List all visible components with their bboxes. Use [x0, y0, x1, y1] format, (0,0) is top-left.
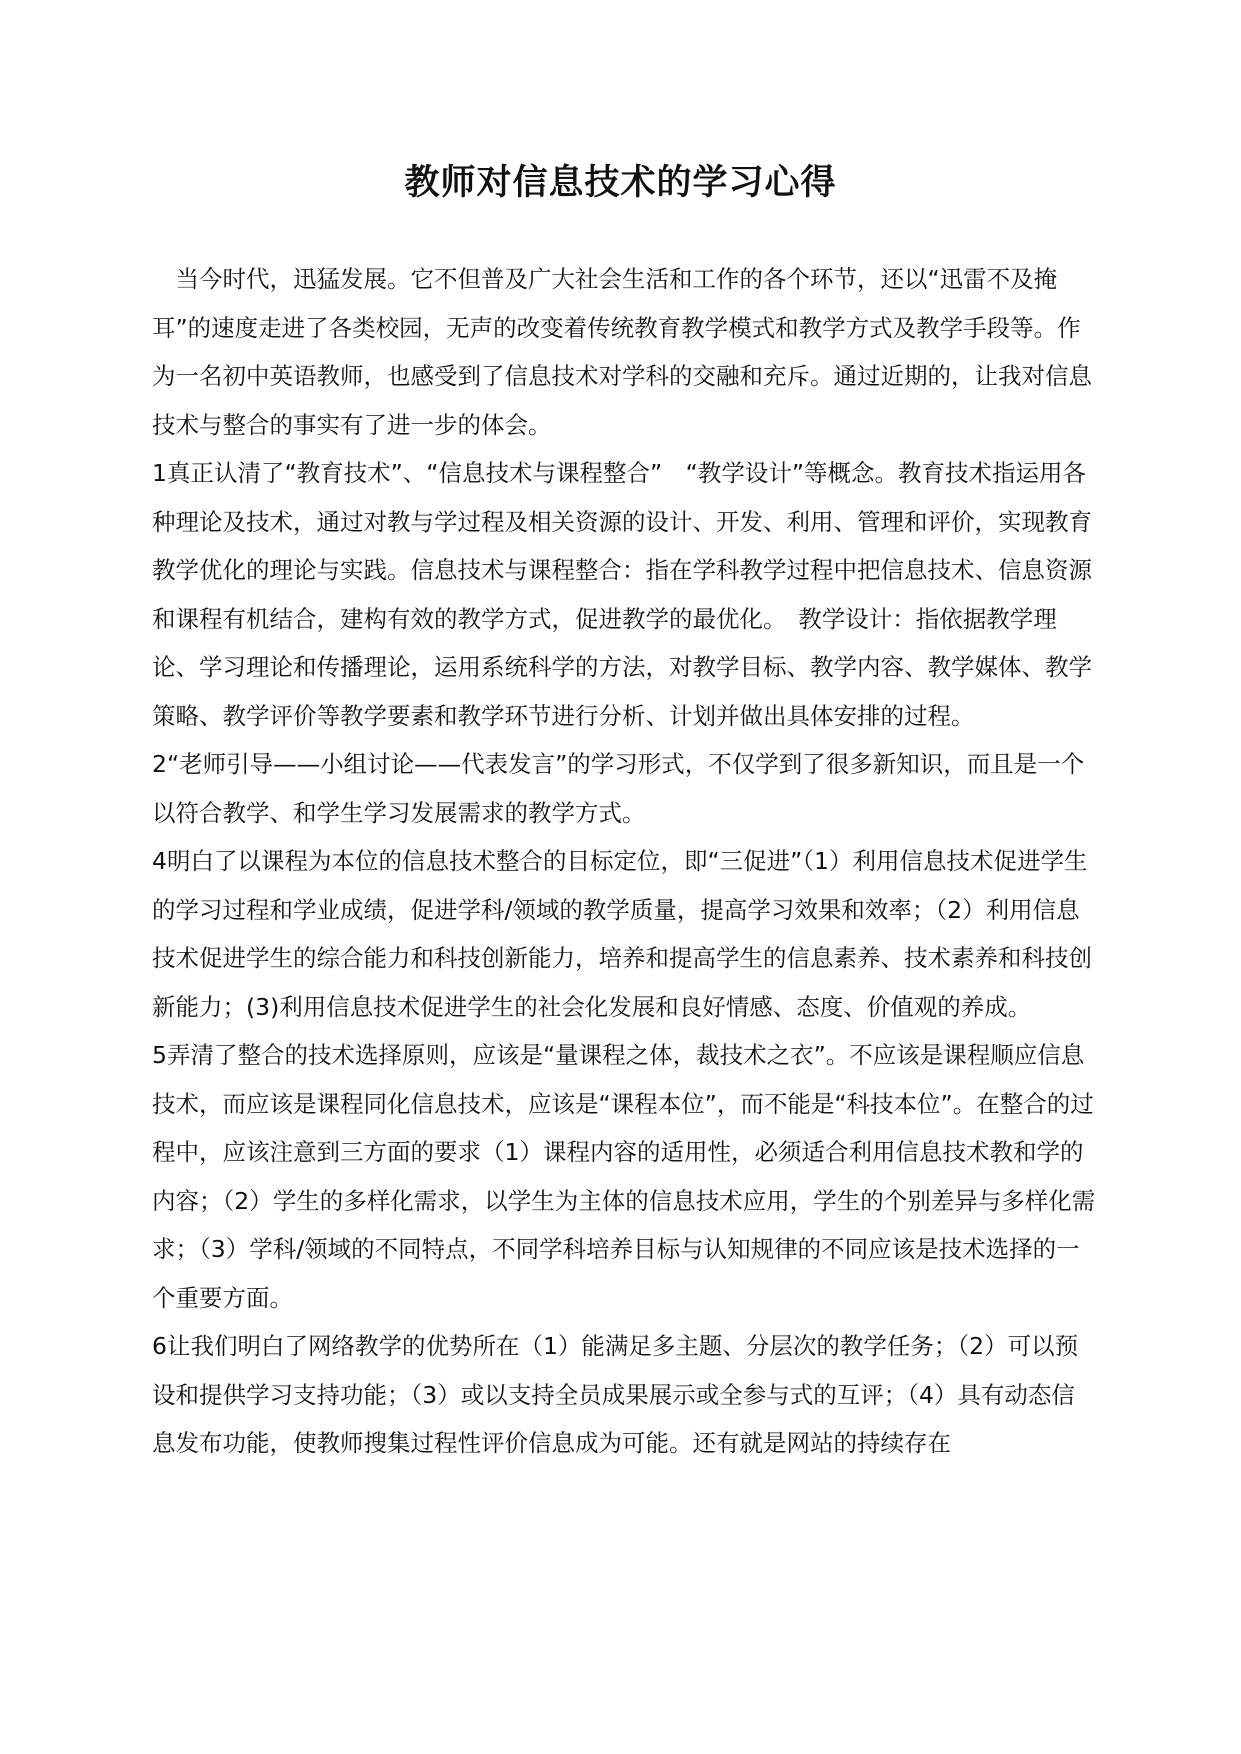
page-title: 教师对信息技术的学习心得 [404, 163, 837, 203]
paragraph-point-6: 6让我们明白了网络教学的优势所在（1）能满足多主题、分层次的教学任务；（2）可以预设和提供学习支持功能；（3）或以支持全员成果展示或全参与式的互评；（4）具有动态信息发布功能，使教师搜集过程性评价信息成为可能。还有就是网站的持续存在 [152, 1332, 1079, 1457]
paragraph-point-4: 4明白了以课程为本位的信息技术整合的目标定位，即“三促进”（1）利用信息技术促进学生的学习过程和学业成绩，促进学科/领域的教学质量，提高学习效果和效率；（2）利用信息技术促进学生的综合能力和科技创新能力，培养和提高学生的信息素养、技术素养和科技创新能力；(3)利用信息技术促进学生的社会化发展和良好情感、态度、价值观的养成。 [152, 847, 1092, 1021]
paragraph-intro: 当今时代，迅猛发展。它不但普及广大社会生活和工作的各个环节，还以“迅雷不及掩耳”的速度走进了各类校园，无声的改变着传统教育教学模式和教学方式及教学手段等。作为一名初中英语教师，也感受到了信息技术对学科的交融和充斥。通过近期的，让我对信息技术与整合的事实有了进一步的体会。 [152, 265, 1092, 439]
paragraph-point-1: 1真正认清了“教育技术”、“信息技术与课程整合” “教学设计”等概念。教育技术指运用各种理论及技术，通过对教与学过程及相关资源的设计、开发、利用、管理和评价，实现教育教学优化的理论与实践。信息技术与课程整合：指在学科教学过程中把信息技术、信息资源和课程有机结合，建构有效的教学方式，促进教学的最优化。 教学设计：指依据教学理论、学习理论和传播理论，运用系统科学的方法，对教学目标、教学内容、教学媒体、教学策略、教学评价等教学要素和教学环节进行分析、计划并做出具体安排的过程。 [152, 459, 1092, 730]
paragraph-point-5: 5弄清了整合的技术选择原则，应该是“量课程之体，裁技术之衣”。不应该是课程顺应信息技术，而应该是课程同化信息技术，应该是“课程本位”，而不能是“科技本位”。在整合的过程中，应该注意到三方面的要求（1）课程内容的适用性，必须适合利用信息技术教和学的内容；（2）学生的多样化需求，以学生为主体的信息技术应用，学生的个别差异与多样化需求；（3）学科/领域的不同特点，不同学科培养目标与认知规律的不同应该是技术选择的一个重要方面。 [152, 1041, 1096, 1312]
paragraph-point-2: 2“老师引导——小组讨论——代表发言”的学习形式，不仅学到了很多新知识，而且是一个以符合教学、和学生学习发展需求的教学方式。 [152, 750, 1085, 827]
document-body [152, 255, 1098, 1468]
